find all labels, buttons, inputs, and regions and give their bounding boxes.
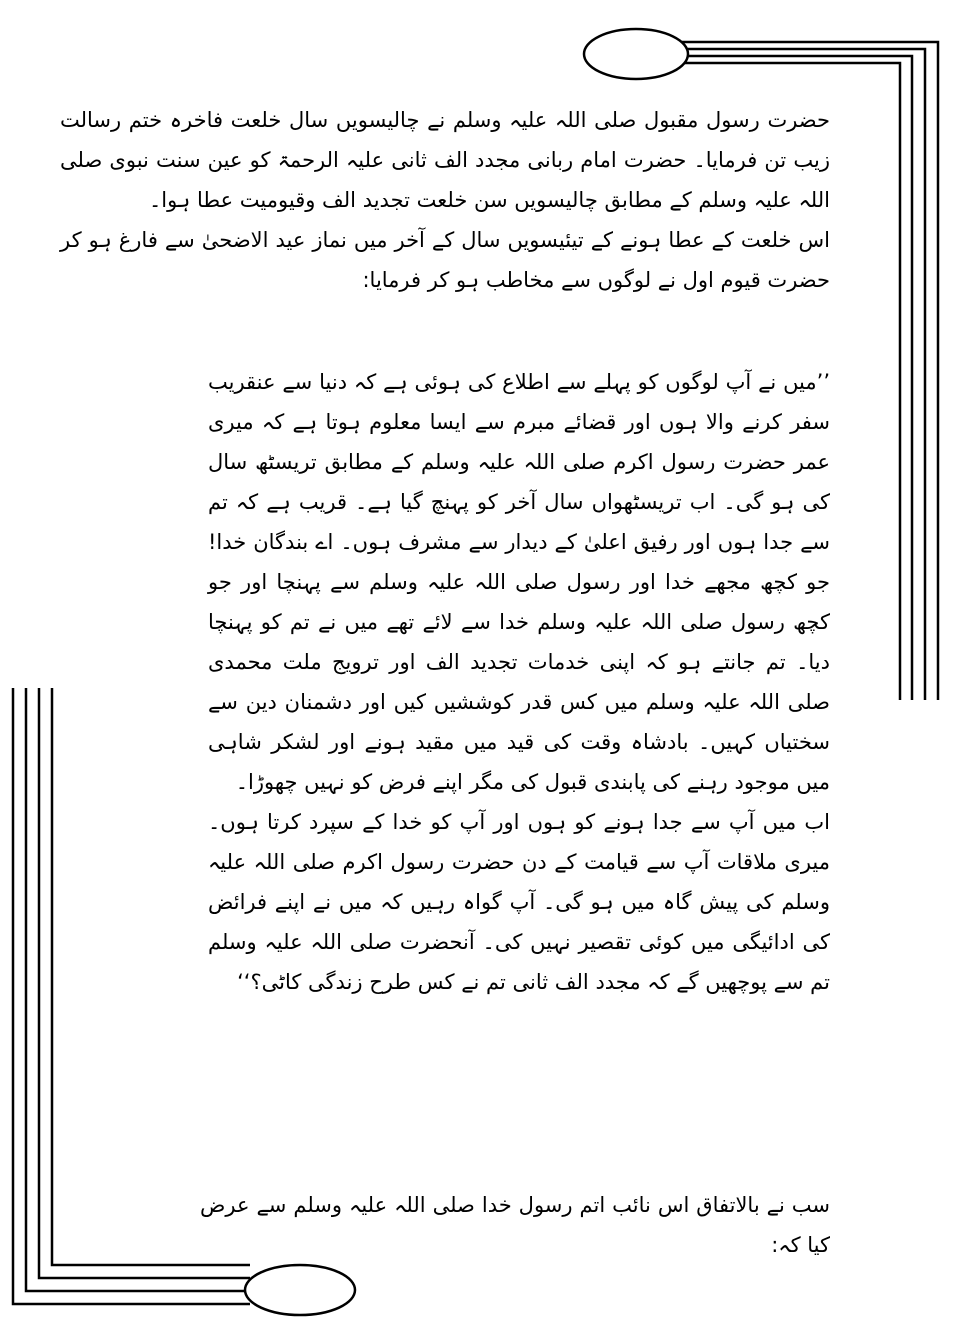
quote-paragraph-1: ’’میں نے آپ لوگوں کو پہلے سے اطلاع کی ہوئی ہے کہ دنیا سے عنقریب سفر کرنے والا ہوں اور قضائے مبرم سے ایسا معلوم ہوتا ہے کہ میری عمر حضرت رسول اکرم صلی اللہ علیہ وسلم کے مطابق تریسٹھ سال کی ہو گی۔ اب تریسٹھواں سال آخر کو پہنچ گیا ہے۔ قریب ہے کہ تم سے جدا ہوں اور رفیق اعلیٰ کے دیدار سے مشرف ہوں۔ اے بندگان خدا! جو کچھ مجھے خدا اور رسول صلی اللہ علیہ وسلم سے پہنچا اور جو کچھ رسول صلی اللہ علیہ وسلم خدا سے لائے تھے میں نے تم کو پہنچا دیا۔ تم جانتے ہو کہ اپنی خدمات تجدید الف اور ترویج ملت محمدی صلی اللہ علیہ وسلم میں کس قدر کوششیں کیں اور دشمنان دین سے سختیاں کہیں۔ بادشاہ وقت کی قید میں مقید ہونے اور لشکر شاہی میں موجود رہنے کی پابندی قبول کی مگر اپنے فرض کو نہیں چھوڑا۔ xyxy=(208,370,830,794)
quote-section xyxy=(208,362,830,1002)
intro-paragraph-2: اس خلعت کے عطا ہونے کے تیئیسویں سال کے آخر میں نماز عید الاضحیٰ سے فارغ ہو کر حضرت قیوم اول نے لوگوں سے مخاطب ہو کر فرمایا: xyxy=(60,228,830,292)
intro-paragraph-1: حضرت رسول مقبول صلی اللہ علیہ وسلم نے چالیسویں سال خلعت فاخرہ ختم رسالت زیب تن فرمایا۔ حضرت امام ربانی مجدد الف ثانی علیہ الرحمۃ کو عین سنت نبوی صلی اللہ علیہ وسلم کے مطابق چالیسویں سن خلعت تجدید الف وقیومیت عطا ہوا۔ xyxy=(60,108,830,212)
intro-section xyxy=(60,100,830,300)
bottom-oval-ornament xyxy=(245,1265,355,1315)
quote-paragraph-2: اب میں آپ سے جدا ہونے کو ہوں اور آپ کو خدا کے سپرد کرتا ہوں۔ میری ملاقات آپ سے قیامت کے دن حضرت رسول اکرم صلی اللہ علیہ وسلم کی پیش گاہ میں ہو گی۔ آپ گواہ رہیں کہ میں نے اپنے فرائض کی ادائیگی میں کوئی تقصیر نہیں کی۔ آنحضرت صلی اللہ علیہ وسلم تم سے پوچھیں گے کہ مجدد الف ثانی تم نے کس طرح زندگی کاٹی؟‘‘ xyxy=(208,810,830,994)
closing-section xyxy=(200,1185,830,1265)
closing-line: سب نے بالاتفاق اس نائب اتم رسول خدا صلی اللہ علیہ وسلم سے عرض کیا کہ: xyxy=(200,1193,830,1257)
top-oval-ornament xyxy=(584,29,688,79)
